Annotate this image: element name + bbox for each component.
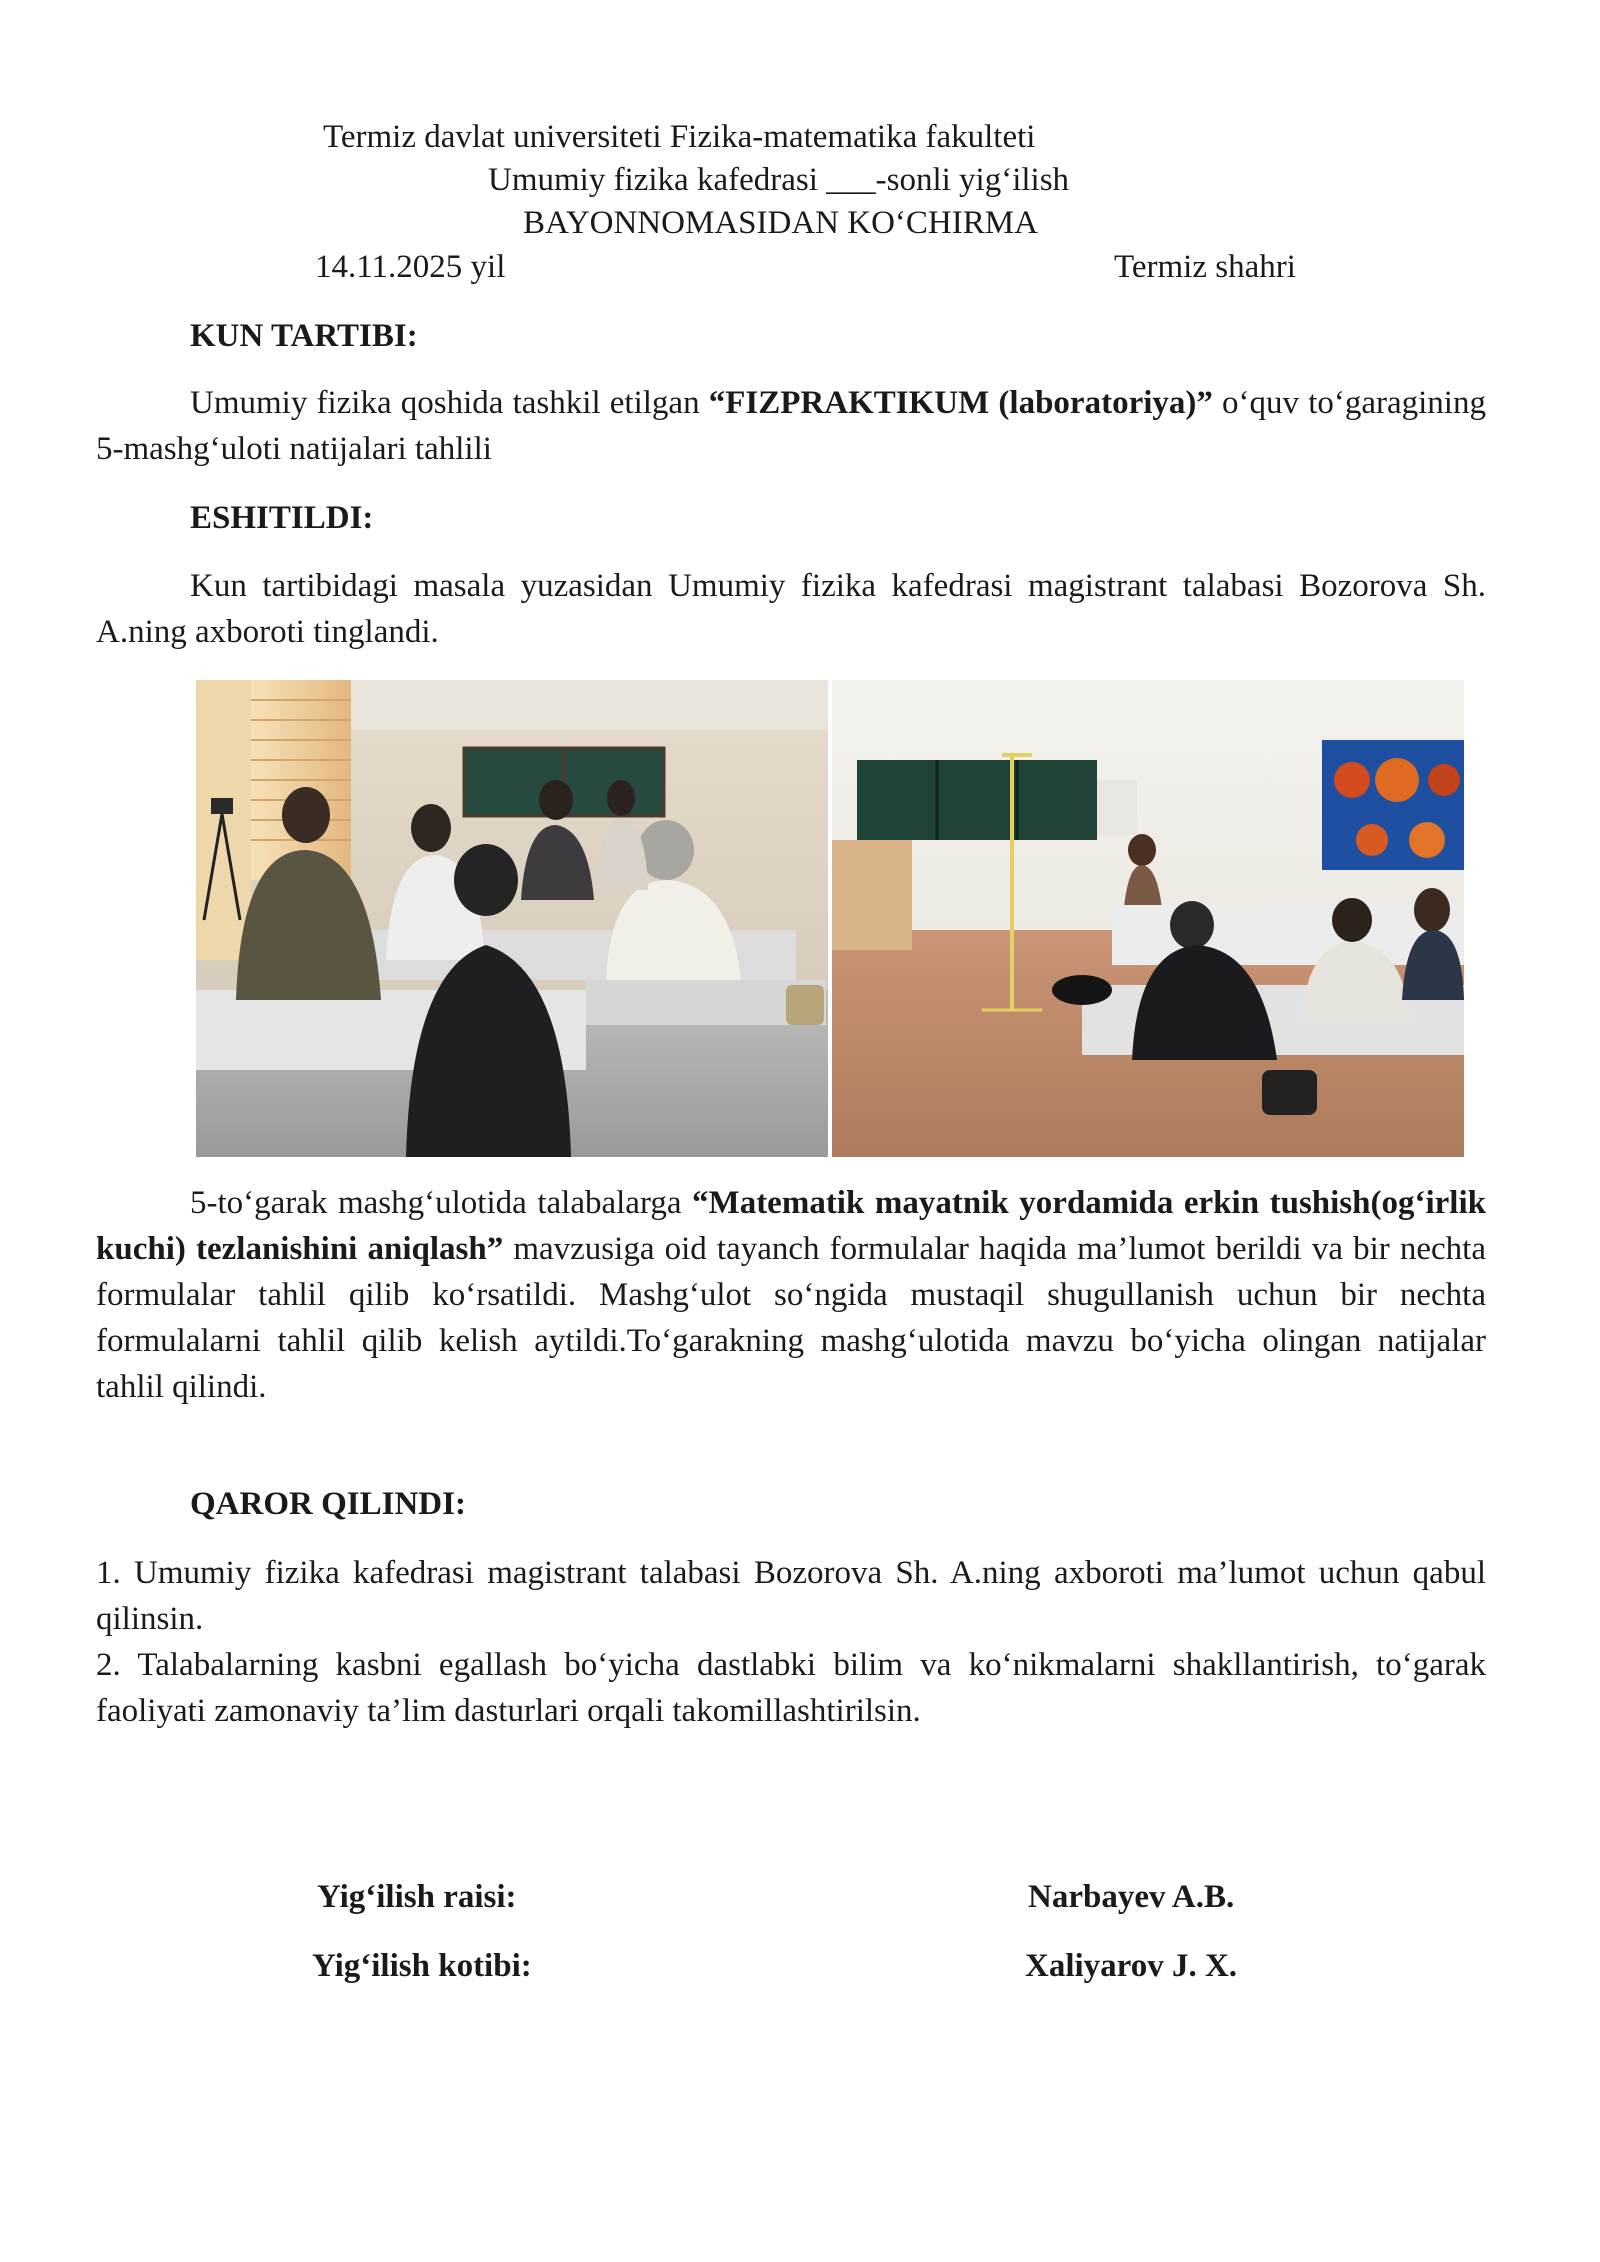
chair-name: Narbayev A.B.	[1028, 1879, 1235, 1915]
session-text-end: mavzusiga oid tayanch formulalar haqida ma’lumot berildi va bir nechta formulalar tahlil qilib ko‘rsatildi. Mashg‘ulot so‘ngida mustaqil shugullanish uchun bir nechta formulalarni tahlil qilib kelish aytildi.To‘garakning mashg‘ulotida mavzu bo‘yicha olingan natijalar tahlil qilindi.	[96, 1231, 1486, 1405]
heard-heading: ESHITILDI:	[190, 500, 374, 536]
session-text-start: 5-to‘garak mashg‘ulotida talabalarga	[190, 1185, 693, 1221]
classroom-photos	[196, 680, 1464, 1157]
session-topic-bold: “Matematik mayatnik yordamida erkin tushish(og‘irlik kuchi) tezlanishini aniqlash”	[96, 1185, 1486, 1267]
decision-item-1: 1. Umumiy fizika kafedrasi magistrant talabasi Bozorova Sh. A.ning axboroti ma’lumot uchun qabul qilinsin.	[96, 1555, 1486, 1637]
agenda-text-end: o‘quv to‘garagining 5-mashg‘uloti natijalari tahlili	[96, 385, 1486, 467]
document-date: 14.11.2025 yil	[315, 249, 506, 285]
agenda-heading: KUN TARTIBI:	[190, 318, 418, 354]
heard-paragraph: Kun tartibidagi masala yuzasidan Umumiy fizika kafedrasi magistrant talabasi Bozorova Sh. A.ning axboroti tinglandi.	[96, 568, 1486, 650]
agenda-text-start: Umumiy fizika qoshida tashkil etilgan	[190, 385, 709, 421]
university-faculty-line: Termiz davlat universiteti Fizika-matematika fakulteti	[323, 119, 1036, 155]
department-meeting-line: Umumiy fizika kafedrasi ___-sonli yig‘ilish	[488, 162, 1070, 198]
agenda-text-bold: “FIZPRAKTIKUM (laboratoriya)”	[708, 385, 1213, 421]
agenda-paragraph	[96, 380, 1486, 472]
decision-heading: QAROR QILINDI:	[190, 1486, 466, 1522]
chair-label: Yig‘ilish raisi:	[317, 1879, 517, 1915]
decision-list	[96, 1550, 1486, 1734]
session-paragraph	[96, 1180, 1486, 1410]
document-place: Termiz shahri	[1114, 249, 1296, 285]
classroom-photo-right	[832, 680, 1464, 1157]
decision-item-2: 2. Talabalarning kasbni egallash bo‘yicha dastlabki bilim va ko‘nikmalarni shakllantirish, to‘garak faoliyati zamonaviy ta’lim dasturlari orqali takomillashtirilsin.	[96, 1647, 1486, 1729]
classroom-photo-left	[196, 680, 828, 1157]
secretary-name: Xaliyarov J. X.	[1025, 1948, 1238, 1984]
secretary-label: Yig‘ilish kotibi:	[312, 1948, 532, 1984]
document-title: BAYONNOMASIDAN KO‘CHIRMA	[523, 205, 1038, 241]
